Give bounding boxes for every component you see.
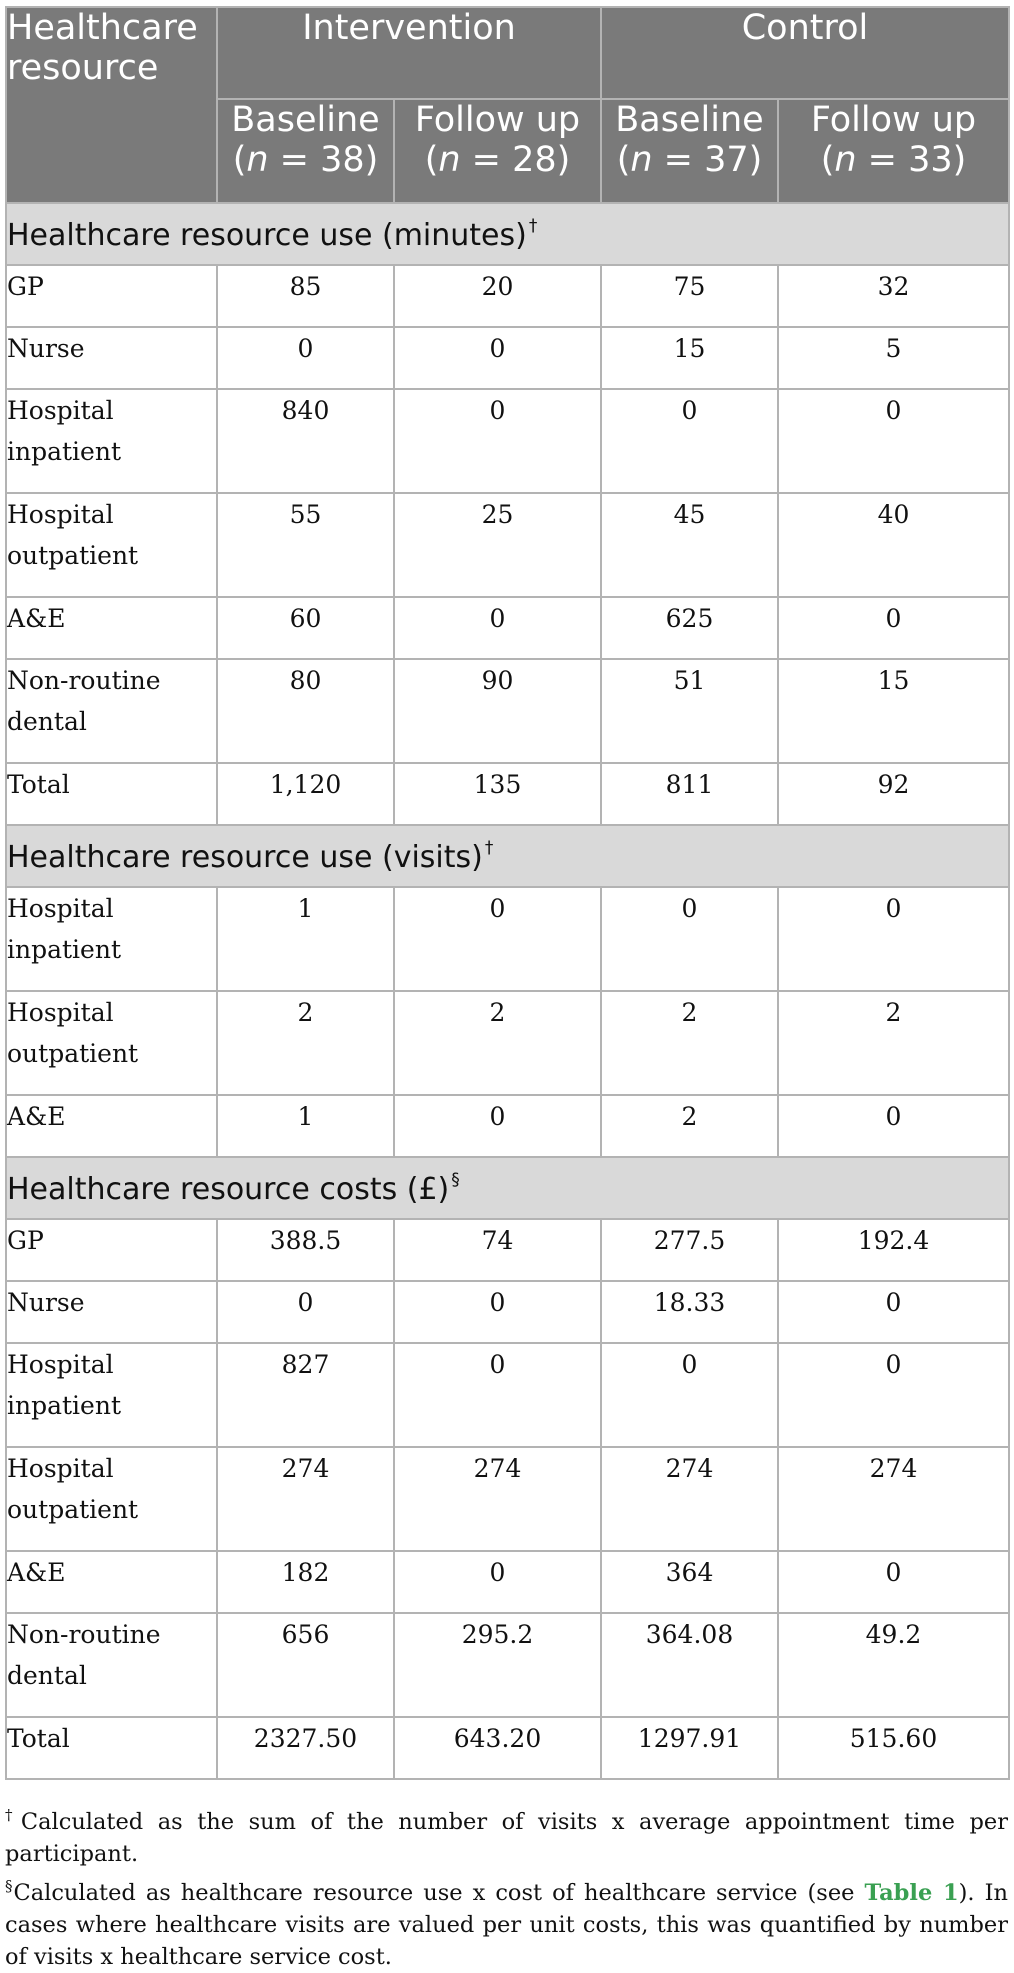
- table-row: [6, 493, 1009, 597]
- table-cell: 20: [394, 265, 601, 327]
- table-cell: 135: [394, 763, 601, 825]
- row-label: Total: [6, 1717, 217, 1779]
- footnotes: [5, 1799, 1008, 1973]
- table-row: [6, 327, 1009, 389]
- table-cell: 0: [394, 1551, 601, 1613]
- table-cell: 0: [778, 597, 1009, 659]
- footnote-text: Calculated as healthcare resource use x cost of healthcare service (see: [13, 1880, 865, 1906]
- row-label: Total: [6, 763, 217, 825]
- row-label: GP: [6, 1219, 217, 1281]
- table-cell: 277.5: [601, 1219, 778, 1281]
- table-cell: 0: [394, 597, 601, 659]
- table-cell: 274: [394, 1447, 601, 1551]
- row-label: GP: [6, 265, 217, 327]
- section-title: [6, 1157, 1009, 1219]
- section-title: [6, 825, 1009, 887]
- table-cell: 0: [601, 887, 778, 991]
- row-label: A&E: [6, 1551, 217, 1613]
- table-cell: 2: [778, 991, 1009, 1095]
- section-title-text: Healthcare resource costs (£): [7, 1171, 450, 1207]
- row-label: Non-routine dental: [6, 1613, 217, 1717]
- table-cell: 2: [217, 991, 394, 1095]
- table-cell: 0: [601, 1343, 778, 1447]
- table-cell: 515.60: [778, 1717, 1009, 1779]
- table-cell: 0: [394, 1281, 601, 1343]
- header-control: Control: [601, 7, 1009, 99]
- table-cell: 295.2: [394, 1613, 601, 1717]
- table-cell: 2: [394, 991, 601, 1095]
- table-row: [6, 1447, 1009, 1551]
- row-label: A&E: [6, 1095, 217, 1157]
- subheader-control-baseline: [601, 99, 778, 203]
- section-row: [6, 825, 1009, 887]
- footnote-section: [5, 1870, 1008, 1973]
- row-label: A&E: [6, 597, 217, 659]
- table-cell: 2: [601, 1095, 778, 1157]
- table-cell: 0: [778, 1095, 1009, 1157]
- table-cell: 388.5: [217, 1219, 394, 1281]
- table-cell: 0: [394, 389, 601, 493]
- subheader-n: (n = 37): [616, 140, 763, 180]
- subheader-label: Follow up: [810, 100, 977, 140]
- table-cell: 49.2: [778, 1613, 1009, 1717]
- subheader-label: Baseline: [615, 100, 764, 140]
- table-cell: 92: [778, 763, 1009, 825]
- table-cell: 0: [778, 1281, 1009, 1343]
- table-cell: 15: [778, 659, 1009, 763]
- section-title: [6, 203, 1009, 265]
- row-label: Hospital outpatient: [6, 991, 217, 1095]
- table-cell: 643.20: [394, 1717, 601, 1779]
- footnote-mark: †: [5, 1806, 20, 1824]
- table-body: [6, 203, 1009, 1779]
- table-cell: 45: [601, 493, 778, 597]
- table-1-link[interactable]: Table 1: [864, 1880, 959, 1906]
- table-cell: 75: [601, 265, 778, 327]
- table-cell: 182: [217, 1551, 394, 1613]
- table-cell: 15: [601, 327, 778, 389]
- table-cell: 85: [217, 265, 394, 327]
- table-cell: 2327.50: [217, 1717, 394, 1779]
- table-row: [6, 763, 1009, 825]
- section-title-text: Healthcare resource use (visits): [7, 839, 483, 875]
- table-cell: 51: [601, 659, 778, 763]
- table-row: [6, 659, 1009, 763]
- section-footnote-mark: †: [484, 837, 494, 858]
- table-cell: 1: [217, 1095, 394, 1157]
- table-row: [6, 1717, 1009, 1779]
- table-cell: 32: [778, 265, 1009, 327]
- section-footnote-mark: †: [528, 215, 538, 236]
- table-row: [6, 597, 1009, 659]
- subheader-label: Follow up: [414, 100, 581, 140]
- subheader-n: (n = 33): [820, 140, 967, 180]
- footnote-text: ). In cases where healthcare visits are valued per unit costs, this was quantified by number of visits x healthcare service cost.: [5, 1880, 1008, 1970]
- table-cell: 0: [778, 1343, 1009, 1447]
- row-label: Nurse: [6, 327, 217, 389]
- table-cell: 90: [394, 659, 601, 763]
- table-cell: 25: [394, 493, 601, 597]
- footnote-mark: §: [5, 1877, 13, 1895]
- table-row: [6, 991, 1009, 1095]
- table-cell: 0: [394, 887, 601, 991]
- table-row: [6, 887, 1009, 991]
- table-cell: 274: [217, 1447, 394, 1551]
- table-cell: 0: [778, 1551, 1009, 1613]
- table-cell: 811: [601, 763, 778, 825]
- table-cell: 0: [778, 887, 1009, 991]
- row-label: Hospital inpatient: [6, 887, 217, 991]
- table-cell: 840: [217, 389, 394, 493]
- subheader-control-followup: [778, 99, 1009, 203]
- subheader-n: (n = 38): [232, 140, 379, 180]
- row-label: Hospital inpatient: [6, 1343, 217, 1447]
- footnote-text: Calculated as the sum of the number of visits x average appointment time per participant.: [5, 1809, 1009, 1867]
- table-cell: 0: [394, 327, 601, 389]
- section-title-text: Healthcare resource use (minutes): [7, 217, 527, 253]
- table-row: [6, 1219, 1009, 1281]
- table-row: [6, 1281, 1009, 1343]
- subheader-intervention-followup: [394, 99, 601, 203]
- table-cell: 18.33: [601, 1281, 778, 1343]
- table-cell: 192.4: [778, 1219, 1009, 1281]
- table-row: [6, 1095, 1009, 1157]
- table-cell: 827: [217, 1343, 394, 1447]
- section-row: [6, 1157, 1009, 1219]
- row-label: Hospital outpatient: [6, 1447, 217, 1551]
- table-cell: 1297.91: [601, 1717, 778, 1779]
- subheader-n: (n = 28): [424, 140, 571, 180]
- table-cell: 5: [778, 327, 1009, 389]
- subheader-label: Baseline: [231, 100, 380, 140]
- header-resource: Healthcare resource: [6, 7, 217, 203]
- row-label: Hospital outpatient: [6, 493, 217, 597]
- table-cell: 0: [394, 1343, 601, 1447]
- table-cell: 0: [601, 389, 778, 493]
- table-cell: 364: [601, 1551, 778, 1613]
- table-cell: 0: [394, 1095, 601, 1157]
- section-footnote-mark: §: [451, 1169, 460, 1190]
- table-cell: 274: [778, 1447, 1009, 1551]
- row-label: Non-routine dental: [6, 659, 217, 763]
- footnote-dagger: [5, 1799, 1008, 1870]
- row-label: Hospital inpatient: [6, 389, 217, 493]
- table-cell: 40: [778, 493, 1009, 597]
- table-cell: 80: [217, 659, 394, 763]
- table-cell: 0: [217, 327, 394, 389]
- table-cell: 364.08: [601, 1613, 778, 1717]
- table-cell: 74: [394, 1219, 601, 1281]
- table-cell: 1,120: [217, 763, 394, 825]
- subheader-intervention-baseline: [217, 99, 394, 203]
- header-intervention: Intervention: [217, 7, 601, 99]
- table-cell: 1: [217, 887, 394, 991]
- section-row: [6, 203, 1009, 265]
- table-cell: 2: [601, 991, 778, 1095]
- table-container: [5, 6, 1008, 1973]
- table-row: [6, 389, 1009, 493]
- table-row: [6, 1613, 1009, 1717]
- table-cell: 55: [217, 493, 394, 597]
- row-label: Nurse: [6, 1281, 217, 1343]
- table-cell: 60: [217, 597, 394, 659]
- table-row: [6, 1551, 1009, 1613]
- healthcare-resource-table: [5, 6, 1010, 1780]
- table-cell: 274: [601, 1447, 778, 1551]
- table-cell: 625: [601, 597, 778, 659]
- table-cell: 656: [217, 1613, 394, 1717]
- table-row: [6, 265, 1009, 327]
- table-cell: 0: [778, 389, 1009, 493]
- table-cell: 0: [217, 1281, 394, 1343]
- table-row: [6, 1343, 1009, 1447]
